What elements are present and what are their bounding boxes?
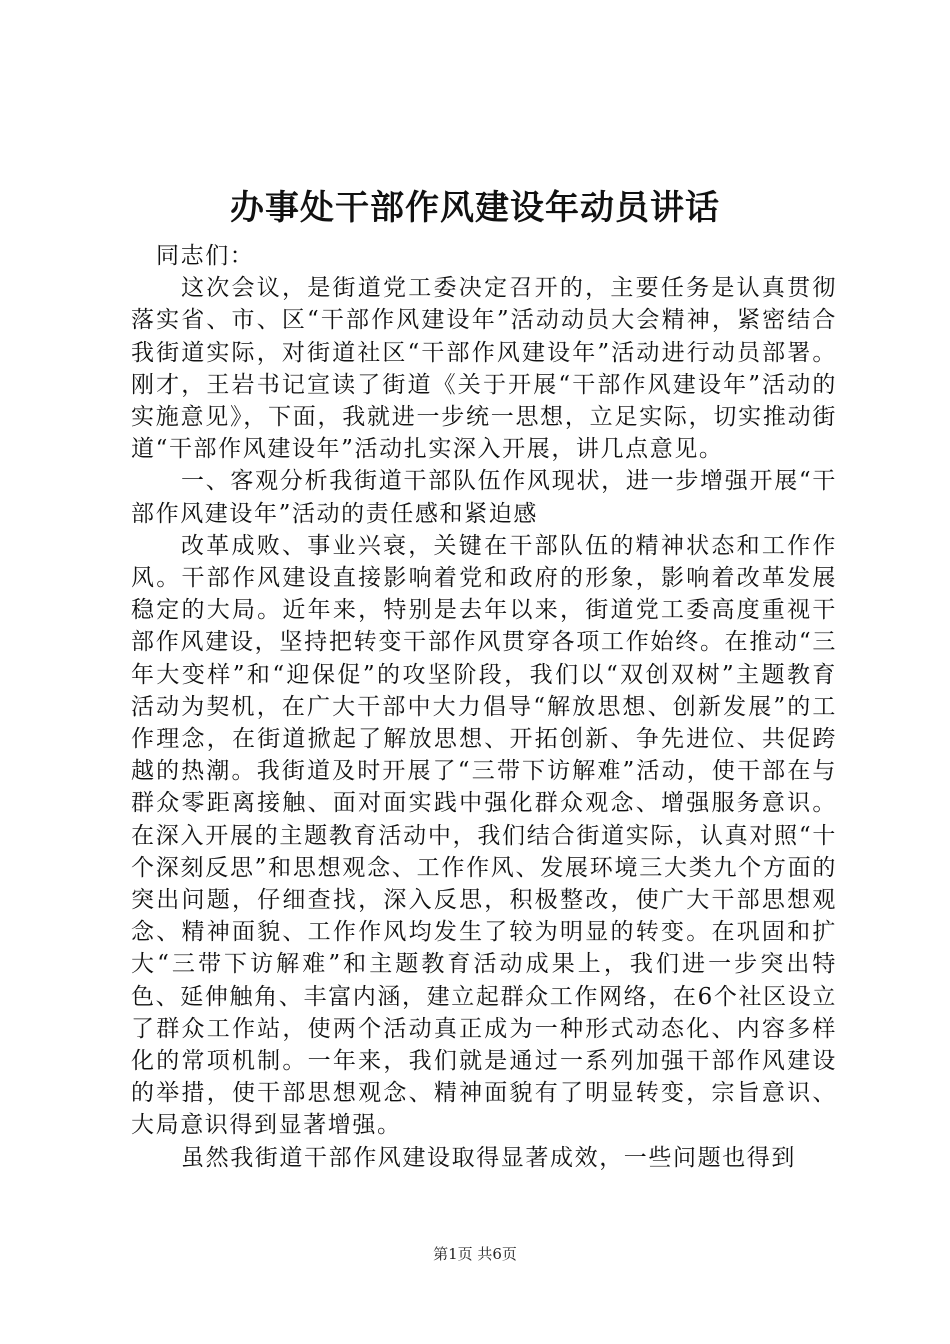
paragraph-body: 改革成败、事业兴衰，关键在干部队伍的精神状态和工作作风。干部作风建设直接影响着党和政府的形象，影响着改革发展稳定的大局。近年来，特别是去年以来，街道党工委高度重视干部作风建设，坚持把转变干部作风贯穿各项工作始终。在推动“三年大变样”和“迎保促”的攻坚阶段，我们以“双创双树”主题教育活动为契机，在广大干部中大力倡导“解放思想、创新发展”的工作理念，在街道掀起了解放思想、开拓创新、争先进位、共促跨越的热潮。我街道及时开展了“三带下访解难”活动，使干部在与群众零距离接触、面对面实践中强化群众观念、增强服务意识。在深入开展的主题教育活动中，我们结合街道实际，认真对照“十个深刻反思”和思想观念、工作作风、发展环境三大类九个方面的突出问题，仔细查找，深入反思，积极整改，使广大干部思想观念、精神面貌、工作作风均发生了较为明显的转变。在巩固和扩大“三带下访解难”和主题教育活动成果上，我们进一步突出特色、延伸触角、丰富内涵，建立起群众工作网络，在6个社区设立了群众工作站，使两个活动真正成为一种形式动态化、内容多样化的常项机制。一年来，我们就是通过一系列加强干部作风建设的举措，使干部思想观念、精神面貌有了明显转变，宗旨意识、大局意识得到显著增强。 — [131, 532, 837, 1139]
document-body — [131, 240, 837, 1174]
document-title: 办事处干部作风建设年动员讲话 — [230, 188, 720, 228]
section-heading: 一、客观分析我街道干部队伍作风现状，进一步增强开展“干部作风建设年”活动的责任感和紧迫感 — [131, 468, 837, 527]
paragraph-intro: 这次会议，是街道党工委决定召开的，主要任务是认真贯彻落实省、市、区“干部作风建设年”活动动员大会精神，紧密结合我街道实际，对街道社区“干部作风建设年”活动进行动员部署。刚才，王岩书记宣读了街道《关于开展“干部作风建设年”活动的实施意见》，下面，我就进一步统一思想，立足实际，切实推动街道“干部作风建设年”活动扎实深入开展，讲几点意见。 — [131, 275, 837, 463]
greeting: 同志们： — [156, 243, 255, 269]
paragraph-continued: 虽然我街道干部作风建设取得显著成效，一些问题也得到 — [181, 1144, 796, 1171]
page-number: 第1页 共6页 — [433, 1245, 517, 1263]
